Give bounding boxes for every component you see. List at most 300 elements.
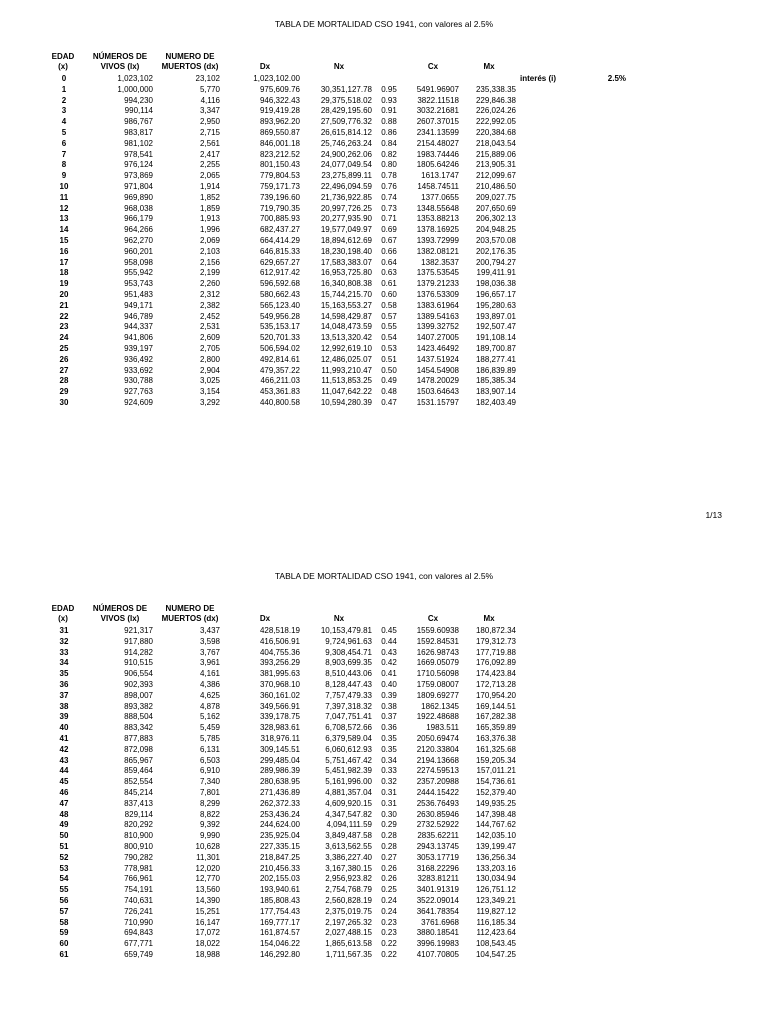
Nx-cell: 18,894,612.69 xyxy=(320,235,372,245)
Nx-cell: 17,583,383.07 xyxy=(320,257,372,267)
lx-cell: 872,098 xyxy=(124,744,153,754)
table-row xyxy=(0,939,768,950)
Nx-cell: 1,865,613.58 xyxy=(325,939,372,949)
age-cell: 27 xyxy=(59,365,69,375)
vx-cell: 0.33 xyxy=(381,766,397,776)
Dx-cell: 893,962.20 xyxy=(259,117,300,127)
vx-cell: 0.45 xyxy=(381,626,397,635)
Dx-cell: 154,046.22 xyxy=(259,939,300,949)
age-cell: 11 xyxy=(59,192,69,202)
Cx-cell: 3880.18541 xyxy=(416,928,459,938)
dx-cell: 1,852 xyxy=(199,192,220,202)
age-cell: 36 xyxy=(59,679,69,689)
age-cell: 23 xyxy=(59,322,69,332)
Cx-cell: 2120.33804 xyxy=(416,744,459,754)
vx-cell: 0.38 xyxy=(381,701,397,711)
dx-cell: 2,715 xyxy=(199,127,220,137)
Dx-cell: 664,414.29 xyxy=(259,235,300,245)
table-row xyxy=(0,96,768,107)
vx-cell: 0.88 xyxy=(381,117,397,127)
Dx-cell: 869,550.87 xyxy=(259,127,300,137)
lx-cell: 778,981 xyxy=(124,863,153,873)
Nx-cell: 28,429,195.60 xyxy=(320,106,372,116)
vx-cell: 0.73 xyxy=(381,203,397,213)
vx-cell: 0.42 xyxy=(381,658,397,668)
Mx-cell: 165,359.89 xyxy=(475,723,516,733)
Dx-cell: 779,804.53 xyxy=(259,171,300,181)
Mx-cell: 182,403.49 xyxy=(475,397,516,407)
Cx-cell: 2630.85946 xyxy=(416,809,459,819)
Dx-cell: 453,361.83 xyxy=(259,387,300,397)
dx-cell: 15,251 xyxy=(195,906,220,916)
Cx-cell: 1809.69277 xyxy=(416,690,459,700)
Nx-cell: 7,757,479.33 xyxy=(325,690,372,700)
Mx-cell: 199,411.91 xyxy=(476,268,516,278)
age-cell: 53 xyxy=(59,863,69,873)
vx-cell: 0.28 xyxy=(381,841,397,851)
Nx-cell: 9,308,454.71 xyxy=(325,647,372,657)
Nx-cell: 5,751,467.42 xyxy=(325,755,372,765)
vx-cell: 0.78 xyxy=(381,171,397,181)
Nx-cell: 25,746,263.24 xyxy=(320,138,372,148)
dx-cell: 5,162 xyxy=(199,712,220,722)
Dx-cell: 161,874.57 xyxy=(259,928,300,938)
Dx-cell: 719,790.35 xyxy=(259,203,300,213)
Cx-cell: 1626.98743 xyxy=(416,647,459,657)
table-row xyxy=(0,702,768,713)
Dx-cell: 360,161.02 xyxy=(259,690,300,700)
age-cell: 20 xyxy=(59,289,69,299)
age-cell: 7 xyxy=(61,149,67,159)
Mx-cell: 222,992.05 xyxy=(475,117,516,127)
Dx-cell: 244,624.00 xyxy=(259,820,300,830)
vx-cell: 0.60 xyxy=(381,289,397,299)
dx-cell: 4,625 xyxy=(199,690,220,700)
Mx-cell: 220,384.68 xyxy=(475,127,516,137)
lx-cell: 1,023,102 xyxy=(117,74,153,83)
age-cell: 9 xyxy=(61,171,67,181)
Dx-cell: 492,814.61 xyxy=(259,354,300,364)
lx-cell: 927,763 xyxy=(124,387,153,397)
Nx-cell: 6,060,612.93 xyxy=(325,744,372,754)
age-cell: 25 xyxy=(59,343,69,353)
vx-cell: 0.22 xyxy=(381,939,397,949)
vx-cell: 0.29 xyxy=(381,820,397,830)
lx-cell: 845,214 xyxy=(124,787,153,797)
lx-cell: 800,910 xyxy=(124,841,153,851)
Cx-cell: 1423.46492 xyxy=(416,343,459,353)
dx-cell: 11,301 xyxy=(196,852,220,862)
age-cell: 61 xyxy=(59,949,69,959)
table-row xyxy=(0,290,768,301)
Dx-cell: 479,357.22 xyxy=(259,365,300,375)
table-row xyxy=(0,637,768,648)
dx-cell: 8,299 xyxy=(199,798,220,808)
Dx-cell: 823,212.52 xyxy=(259,149,300,159)
header-edad: EDAD (x) xyxy=(51,52,75,71)
lx-cell: 955,942 xyxy=(124,268,153,278)
Mx-cell: 144,767.62 xyxy=(475,820,516,830)
vx-cell: 0.48 xyxy=(381,387,397,397)
vx-cell: 0.80 xyxy=(381,160,397,170)
age-cell: 16 xyxy=(59,246,69,256)
Mx-cell: 202,176.35 xyxy=(475,246,516,256)
Cx-cell: 2607.37015 xyxy=(416,117,459,127)
Cx-cell: 1437.51924 xyxy=(416,354,459,364)
Cx-cell: 1805.64246 xyxy=(416,160,459,170)
dx-cell: 2,312 xyxy=(199,289,220,299)
age-cell: 60 xyxy=(59,939,69,949)
vx-cell: 0.44 xyxy=(381,636,397,646)
Mx-cell: 196,657.17 xyxy=(475,289,516,299)
vx-cell: 0.49 xyxy=(381,376,397,386)
dx-cell: 2,705 xyxy=(199,343,220,353)
Nx-cell: 2,375,019.75 xyxy=(325,906,372,916)
table-header xyxy=(0,52,768,72)
lx-cell: 978,541 xyxy=(124,149,153,159)
Nx-cell: 8,510,443.06 xyxy=(325,669,372,679)
lx-cell: 951,483 xyxy=(124,289,153,299)
Mx-cell: 200,794.27 xyxy=(475,257,516,267)
Cx-cell: 1983.511 xyxy=(426,723,459,733)
vx-cell: 0.69 xyxy=(381,225,397,235)
age-cell: 32 xyxy=(59,636,69,646)
vx-cell: 0.24 xyxy=(381,895,397,905)
age-cell: 12 xyxy=(59,203,69,213)
Dx-cell: 919,419.28 xyxy=(259,106,300,116)
table-row xyxy=(0,344,768,355)
lx-cell: 893,382 xyxy=(124,701,153,711)
Nx-cell: 3,613,562.55 xyxy=(325,841,372,851)
Mx-cell: 112,423.64 xyxy=(476,928,516,938)
Dx-cell: 210,456.33 xyxy=(259,863,300,873)
Mx-cell: 123,349.21 xyxy=(475,895,516,905)
Cx-cell: 3761.6968 xyxy=(421,917,459,927)
header-mx: Mx xyxy=(483,614,495,623)
Mx-cell: 116,185.34 xyxy=(476,917,516,927)
vx-cell: 0.95 xyxy=(381,84,397,94)
dx-cell: 1,914 xyxy=(199,181,220,191)
Cx-cell: 1983.74446 xyxy=(416,149,459,159)
lx-cell: 790,282 xyxy=(124,852,153,862)
Mx-cell: 179,312.73 xyxy=(475,636,516,646)
vx-cell: 0.74 xyxy=(381,192,397,202)
Dx-cell: 235,925.04 xyxy=(259,831,300,841)
lx-cell: 917,880 xyxy=(124,636,153,646)
vx-cell: 0.63 xyxy=(381,268,397,278)
Mx-cell: 218,043.54 xyxy=(475,138,516,148)
Cx-cell: 2194.13668 xyxy=(416,755,459,765)
lx-cell: 966,179 xyxy=(124,214,153,224)
table-row xyxy=(0,106,768,117)
dx-cell: 2,561 xyxy=(199,138,220,148)
vx-cell: 0.50 xyxy=(381,365,397,375)
Nx-cell: 2,197,265.32 xyxy=(325,917,372,927)
Nx-cell: 16,953,725.80 xyxy=(320,268,372,278)
Dx-cell: 289,986.39 xyxy=(259,766,300,776)
Nx-cell: 7,397,318.32 xyxy=(325,701,372,711)
Cx-cell: 1348.55648 xyxy=(416,203,459,213)
age-cell: 38 xyxy=(59,701,69,711)
table-row xyxy=(0,745,768,756)
Dx-cell: 169,777.17 xyxy=(259,917,300,927)
dx-cell: 2,531 xyxy=(199,322,220,332)
dx-cell: 1,996 xyxy=(199,225,220,235)
vx-cell: 0.93 xyxy=(381,95,397,105)
Mx-cell: 126,751.12 xyxy=(475,885,516,895)
table-row xyxy=(0,355,768,366)
lx-cell: 946,789 xyxy=(124,311,153,321)
vx-cell: 0.23 xyxy=(381,928,397,938)
Cx-cell: 1862.1345 xyxy=(421,701,459,711)
Cx-cell: 1922.48688 xyxy=(416,712,459,722)
dx-cell: 18,988 xyxy=(195,949,220,959)
table-row xyxy=(0,225,768,236)
Mx-cell: 183,907.14 xyxy=(475,387,516,397)
Cx-cell: 2444.15422 xyxy=(416,787,459,797)
dx-cell: 2,065 xyxy=(199,171,220,181)
lx-cell: 973,869 xyxy=(124,171,153,181)
lx-cell: 898,007 xyxy=(124,690,153,700)
header-cx: Cx xyxy=(427,614,439,623)
vx-cell: 0.58 xyxy=(381,300,397,310)
lx-cell: 829,114 xyxy=(124,809,153,819)
vx-cell: 0.86 xyxy=(381,127,397,137)
table-row xyxy=(0,387,768,398)
Cx-cell: 1710.56098 xyxy=(416,669,459,679)
Cx-cell: 3522.09014 xyxy=(416,895,459,905)
Dx-cell: 299,485.04 xyxy=(259,755,300,765)
table-page-2 xyxy=(0,552,768,1024)
vx-cell: 0.22 xyxy=(381,949,397,959)
Mx-cell: 191,108.14 xyxy=(475,333,516,343)
Nx-cell: 27,509,776.32 xyxy=(320,117,372,127)
Cx-cell: 3822.11518 xyxy=(417,95,459,105)
Dx-cell: 339,178.75 xyxy=(259,712,300,722)
Mx-cell: 177,719.88 xyxy=(475,647,516,657)
Mx-cell: 210,486.50 xyxy=(475,181,516,191)
Dx-cell: 440,800.58 xyxy=(259,397,300,407)
Mx-cell: 104,547.25 xyxy=(475,949,516,959)
Mx-cell: 170,954.20 xyxy=(475,690,516,700)
Dx-cell: 975,609.76 xyxy=(259,84,300,94)
Dx-cell: 700,885.93 xyxy=(259,214,300,224)
table-row xyxy=(0,160,768,171)
Dx-cell: 612,917.42 xyxy=(259,268,300,278)
vx-cell: 0.34 xyxy=(381,755,397,765)
dx-cell: 6,910 xyxy=(199,766,220,776)
table-row xyxy=(0,258,768,269)
age-cell: 1 xyxy=(61,84,67,94)
age-cell: 54 xyxy=(59,874,69,884)
Cx-cell: 3032.21681 xyxy=(416,106,459,116)
vx-cell: 0.82 xyxy=(381,149,397,159)
header-dx: Dx xyxy=(259,614,271,623)
Mx-cell: 172,713.28 xyxy=(475,679,516,689)
Cx-cell: 1669.05079 xyxy=(416,658,459,668)
dx-cell: 23,102 xyxy=(195,74,220,83)
Cx-cell: 1377.0655 xyxy=(421,192,459,202)
lx-cell: 859,464 xyxy=(124,766,153,776)
Mx-cell: 207,650.69 xyxy=(475,203,516,213)
Nx-cell: 15,744,215.70 xyxy=(320,289,372,299)
Mx-cell: 212,099.67 xyxy=(475,171,516,181)
lx-cell: 914,282 xyxy=(124,647,153,657)
lx-cell: 941,806 xyxy=(124,333,153,343)
Mx-cell: 206,302.13 xyxy=(475,214,516,224)
dx-cell: 13,560 xyxy=(195,885,220,895)
Cx-cell: 2274.59513 xyxy=(416,766,459,776)
age-cell: 2 xyxy=(61,95,67,105)
dx-cell: 12,020 xyxy=(195,863,220,873)
Dx-cell: 280,638.95 xyxy=(259,777,300,787)
table-row xyxy=(0,268,768,279)
Nx-cell: 3,849,487.58 xyxy=(325,831,372,841)
dx-cell: 1,913 xyxy=(199,214,220,224)
table-row xyxy=(0,874,768,885)
header-nx: Nx xyxy=(333,62,345,71)
age-cell: 18 xyxy=(59,268,69,278)
Mx-cell: 189,700.87 xyxy=(475,343,516,353)
lx-cell: 949,171 xyxy=(124,300,153,310)
lx-cell: 659,749 xyxy=(124,949,153,959)
Cx-cell: 1759.08007 xyxy=(416,679,459,689)
vx-cell: 0.84 xyxy=(381,138,397,148)
dx-cell: 2,255 xyxy=(199,160,220,170)
dx-cell: 3,437 xyxy=(199,626,220,635)
Nx-cell: 3,386,227.40 xyxy=(325,852,372,862)
age-cell: 50 xyxy=(59,831,69,841)
table-row xyxy=(0,788,768,799)
table-row xyxy=(0,896,768,907)
Dx-cell: 381,995.63 xyxy=(259,669,300,679)
dx-cell: 1,859 xyxy=(199,203,220,213)
table-row xyxy=(0,777,768,788)
Dx-cell: 549,956.28 xyxy=(259,311,300,321)
age-cell: 51 xyxy=(59,841,69,851)
table-row xyxy=(0,820,768,831)
header-cx: Cx xyxy=(427,62,439,71)
lx-cell: 810,900 xyxy=(124,831,153,841)
age-cell: 15 xyxy=(59,235,69,245)
Dx-cell: 177,754.43 xyxy=(259,906,300,916)
age-cell: 55 xyxy=(59,885,69,895)
Dx-cell: 349,566.91 xyxy=(259,701,300,711)
Mx-cell: 142,035.10 xyxy=(475,831,516,841)
lx-cell: 726,241 xyxy=(124,906,153,916)
Nx-cell: 1,711,567.35 xyxy=(325,949,372,959)
Mx-cell: 215,889.06 xyxy=(475,149,516,159)
Mx-cell: 203,570.08 xyxy=(475,235,516,245)
lx-cell: 930,788 xyxy=(124,376,153,386)
Nx-cell: 11,993,210.47 xyxy=(321,365,372,375)
Mx-cell: 213,905.31 xyxy=(475,160,516,170)
vx-cell: 0.53 xyxy=(381,343,397,353)
Dx-cell: 466,211.03 xyxy=(260,376,300,386)
Dx-cell: 565,123.40 xyxy=(259,300,300,310)
Cx-cell: 5491.96907 xyxy=(416,84,459,94)
Mx-cell: 157,011.21 xyxy=(476,766,516,776)
Dx-cell: 370,968.10 xyxy=(259,679,300,689)
Nx-cell: 24,900,262.06 xyxy=(320,149,372,159)
dx-cell: 5,459 xyxy=(199,723,220,733)
Mx-cell: 139,199.47 xyxy=(475,841,516,851)
vx-cell: 0.32 xyxy=(381,777,397,787)
Nx-cell: 20,277,935.90 xyxy=(320,214,372,224)
Mx-cell: 186,839.89 xyxy=(475,365,516,375)
Dx-cell: 404,755.36 xyxy=(259,647,300,657)
Mx-cell: 204,948.25 xyxy=(475,225,516,235)
age-cell: 5 xyxy=(61,127,67,137)
dx-cell: 2,382 xyxy=(199,300,220,310)
lx-cell: 902,393 xyxy=(124,679,153,689)
Nx-cell: 4,609,920.15 xyxy=(325,798,372,808)
age-cell: 26 xyxy=(59,354,69,364)
table-body xyxy=(0,626,768,961)
Mx-cell: 180,872.34 xyxy=(475,626,516,635)
Dx-cell: 416,506.91 xyxy=(259,636,300,646)
Dx-cell: 739,196.60 xyxy=(259,192,300,202)
Nx-cell: 5,451,982.39 xyxy=(325,766,372,776)
Nx-cell: 3,167,380.15 xyxy=(325,863,372,873)
table-row xyxy=(0,950,768,961)
Nx-cell: 4,347,547.82 xyxy=(325,809,372,819)
dx-cell: 3,025 xyxy=(199,376,220,386)
dx-cell: 12,770 xyxy=(195,874,220,884)
Cx-cell: 1531.15797 xyxy=(416,397,459,407)
interest-value: 2.5% xyxy=(607,74,626,83)
dx-cell: 6,131 xyxy=(199,744,220,754)
Dx-cell: 271,436.89 xyxy=(259,787,300,797)
Dx-cell: 262,372.33 xyxy=(259,798,300,808)
dx-cell: 2,609 xyxy=(199,333,220,343)
page-number: 1/13 xyxy=(705,510,722,520)
lx-cell: 986,767 xyxy=(124,117,153,127)
Nx-cell: 10,594,280.39 xyxy=(320,397,372,407)
table-row xyxy=(0,885,768,896)
header-muertos: NUMERO DE MUERTOS (dx) xyxy=(161,604,219,623)
Nx-cell: 8,903,699.35 xyxy=(325,658,372,668)
Nx-cell: 4,094,111.59 xyxy=(326,820,372,830)
Cx-cell: 2943.13745 xyxy=(416,841,459,851)
vx-cell: 0.61 xyxy=(381,279,397,289)
age-cell: 48 xyxy=(59,809,69,819)
Cx-cell: 1503.64643 xyxy=(416,387,459,397)
age-cell: 14 xyxy=(59,225,69,235)
vx-cell: 0.30 xyxy=(381,809,397,819)
lx-cell: 1,000,000 xyxy=(117,84,153,94)
Cx-cell: 1389.54163 xyxy=(416,311,459,321)
Mx-cell: 226,024.26 xyxy=(475,106,516,116)
Cx-cell: 2536.76493 xyxy=(416,798,459,808)
lx-cell: 962,270 xyxy=(124,235,153,245)
Dx-cell: 328,983.61 xyxy=(259,723,300,733)
age-cell: 3 xyxy=(61,106,67,116)
age-cell: 21 xyxy=(59,300,69,310)
age-cell: 22 xyxy=(59,311,69,321)
vx-cell: 0.91 xyxy=(381,106,397,116)
lx-cell: 677,771 xyxy=(124,939,153,949)
vx-cell: 0.43 xyxy=(381,647,397,657)
lx-cell: 953,743 xyxy=(124,279,153,289)
table-row xyxy=(0,74,768,85)
table-row xyxy=(0,193,768,204)
lx-cell: 983,817 xyxy=(124,127,153,137)
lx-cell: 820,292 xyxy=(124,820,153,830)
Mx-cell: 192,507.47 xyxy=(475,322,516,332)
Cx-cell: 3996.19983 xyxy=(416,939,459,949)
age-cell: 17 xyxy=(59,257,69,267)
